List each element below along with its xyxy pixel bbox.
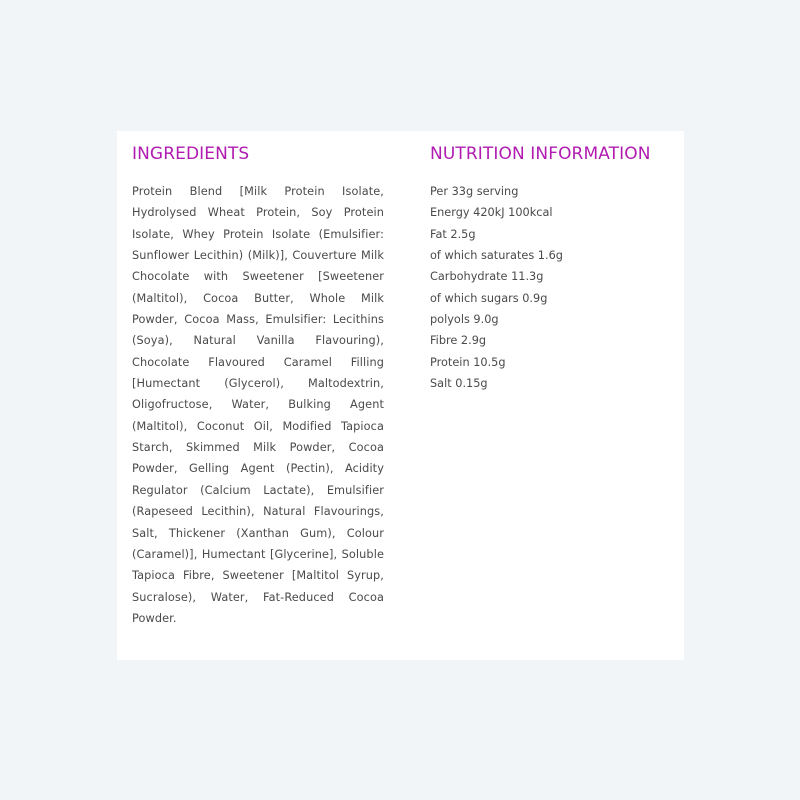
nutrition-item: of which saturates 1.6g [430,249,563,263]
ingredients-text: Protein Blend [Milk Protein Isolate, Hydrolysed Wheat Protein, Soy Protein Isolate, Whey Protein Isolate (Emulsifier: Sunflower Lecithin) (Milk)], Couverture Milk Chocolate with Sweetener [Sweetener (Maltitol), Cocoa Butter, Whole Milk Powder, Cocoa Mass, Emulsifier: Lecithins (Soya), Natural Vanilla Flavouring), Chocolate Flavoured Caramel Filling [Humectant (Glycerol), Maltodextrin, Oligofructose, Water, Bulking Agent (Maltitol), Coconut Oil, Modified Tapioca Starch, Skimmed Milk Powder, Cocoa Powder, Gelling Agent (Pectin), Acidity Regulator (Calcium Lactate), Emulsifier (Rapeseed Lecithin), Natural Flavourings, Salt, Thickener (Xanthan Gum), Colour (Caramel)], Humectant [Glycerine], Soluble Tapioca Fibre, Sweetener [Maltitol Syrup, Sucralose), Water, Fat-Reduced Cocoa Powder. [132,185,384,625]
nutrition-item: Fat 2.5g [430,227,476,241]
product-info-panel [117,131,684,660]
nutrition-item: Per 33g serving [430,185,519,198]
nutrition-heading: NUTRITION INFORMATION [430,144,651,164]
nutrition-item: Energy 420kJ 100kcal [430,206,553,220]
ingredients-heading: INGREDIENTS [132,144,250,164]
nutrition-item: polyols 9.0g [430,313,499,327]
nutrition-item: Carbohydrate 11.3g [430,270,544,284]
nutrition-item: of which sugars 0.9g [430,291,548,305]
nutrition-item: Salt 0.15g [430,377,488,391]
nutrition-item: Fibre 2.9g [430,334,487,348]
nutrition-item: Protein 10.5g [430,355,506,369]
nutrition-list [430,181,563,394]
